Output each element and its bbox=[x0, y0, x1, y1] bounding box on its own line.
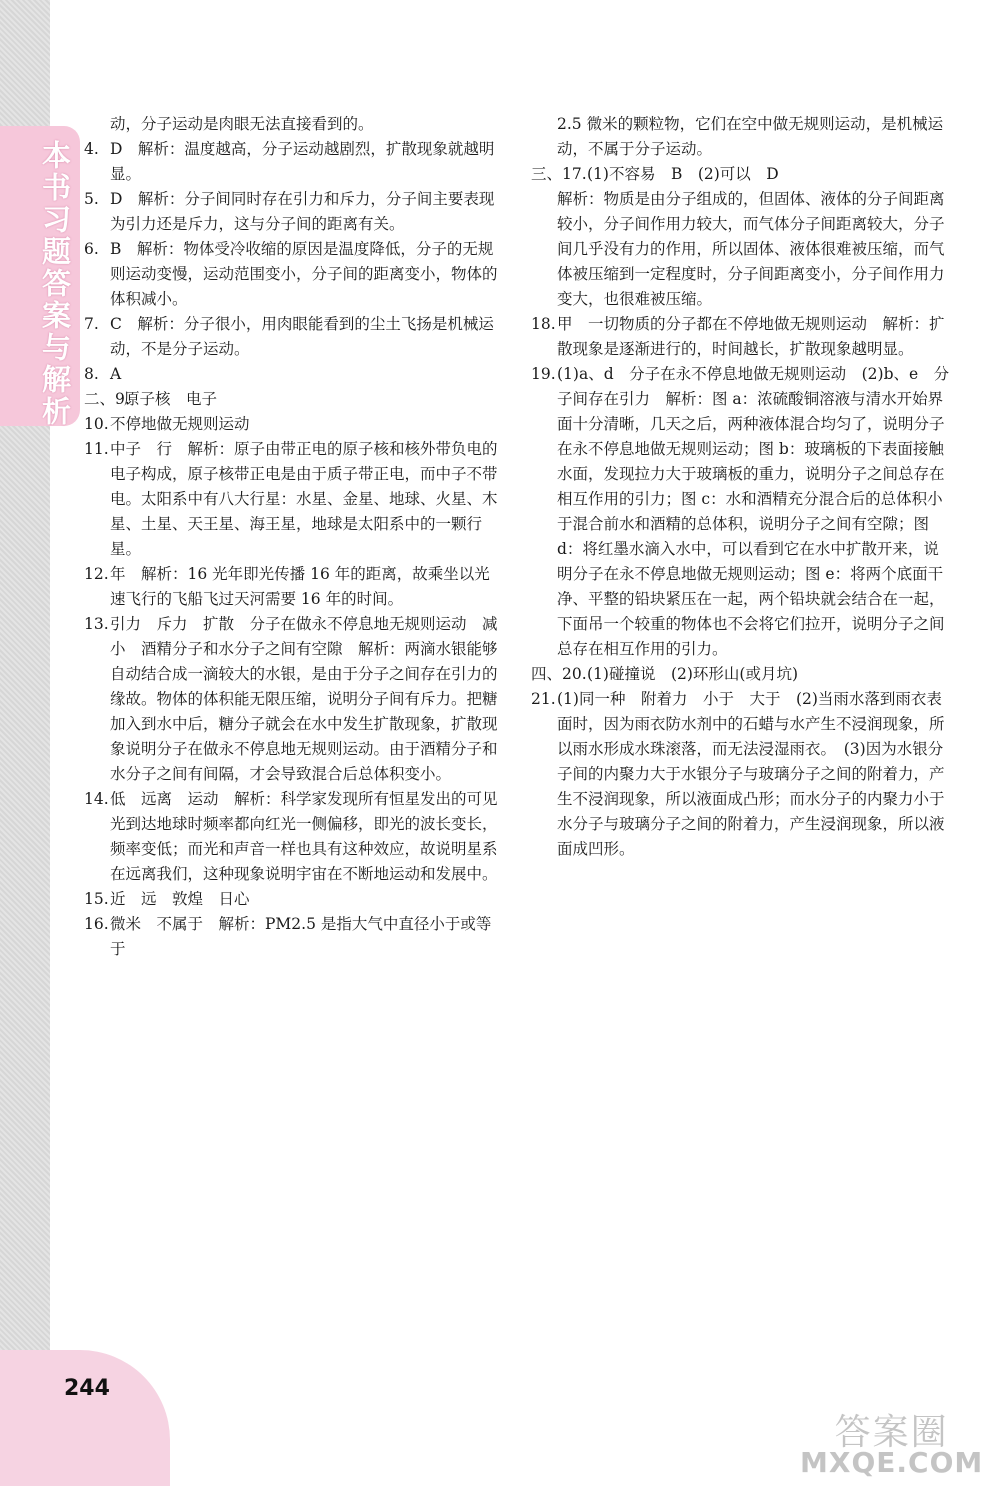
answer-text: 低 远离 运动 解析：科学家发现所有恒星发出的可见光到达地球时频率都向红光一侧偏移，即光的波长变长，频率变低；而光和声音一样也具有这种效应，故说明星系在远离我们，这种现象说明宇宙在不断地运动和发展中。 bbox=[110, 790, 498, 883]
answer-number: 18. bbox=[531, 315, 556, 333]
answer-text: 动，分子运动是肉眼无法直接看到的。 bbox=[110, 115, 374, 133]
answer-text: 不停地做无规则运动 bbox=[110, 415, 250, 433]
answer-item bbox=[84, 612, 502, 787]
answer-item bbox=[531, 162, 951, 187]
answer-item bbox=[84, 437, 502, 562]
answer-text: 中子 行 解析：原子由带正电的原子核和核外带负电的电子构成，原子核带正电是由于质子带正电，而中子不带电。太阳系中有八大行星：水星、金星、地球、火星、木星、土星、天王星、海王星，地球是太阳系中的一颗行星。 bbox=[110, 440, 498, 558]
answer-item bbox=[84, 912, 502, 962]
answer-item bbox=[531, 312, 951, 362]
answer-item bbox=[531, 687, 951, 862]
right-column bbox=[531, 112, 951, 862]
answer-number: 4. bbox=[84, 140, 99, 158]
sidebar-title: 本书习题答案与解析 bbox=[38, 140, 72, 428]
answer-number: 15. bbox=[84, 890, 109, 908]
answer-number: 12. bbox=[84, 565, 109, 583]
answer-number: 二、9. bbox=[84, 390, 130, 408]
answer-item bbox=[531, 662, 951, 687]
answer-text: 原子核 电子 bbox=[124, 390, 218, 408]
answer-number: 三、17. bbox=[531, 165, 587, 183]
answer-number: 11. bbox=[84, 440, 109, 458]
answer-item bbox=[84, 887, 502, 912]
watermark-url: MXQE.COM bbox=[800, 1446, 984, 1479]
answer-text: 甲 一切物质的分子都在不停地做无规则运动 解析：扩散现象是逐渐进行的，时间越长，扩散现象越明显。 bbox=[557, 315, 945, 358]
answer-text: 解析：物质是由分子组成的，但固体、液体的分子间距离较小，分子间作用力较大，而气体分子间距离较大，分子间几乎没有力的作用，所以固体、液体很难被压缩，而气体被压缩到一定程度时，分子间距离变小，分子间作用力变大，也很难被压缩。 bbox=[557, 190, 945, 308]
answer-text: 年 解析：16 光年即光传播 16 年的距离，故乘坐以光速飞行的飞船飞过天河需要 16 年的时间。 bbox=[110, 565, 490, 608]
answer-text: (1)碰撞说 (2)环形山(或月坑) bbox=[587, 665, 799, 683]
answer-number: 7. bbox=[84, 315, 99, 333]
answer-number: 19. bbox=[531, 365, 556, 383]
answer-item bbox=[84, 412, 502, 437]
page-number: 244 bbox=[64, 1376, 110, 1401]
answer-text: 近 远 敦煌 日心 bbox=[110, 890, 250, 908]
answer-item bbox=[84, 137, 502, 187]
answer-item bbox=[531, 362, 951, 662]
answer-text: A bbox=[110, 365, 122, 383]
answer-item bbox=[531, 112, 951, 162]
answer-number: 6. bbox=[84, 240, 99, 258]
answer-item bbox=[531, 187, 951, 312]
left-column bbox=[84, 112, 502, 962]
answer-item bbox=[84, 237, 502, 312]
answer-text: 2.5 微米的颗粒物，它们在空中做无规则运动，是机械运动，不属于分子运动。 bbox=[557, 115, 944, 158]
answer-item bbox=[84, 362, 502, 387]
answer-text: B 解析：物体受冷收缩的原因是温度降低，分子的无规则运动变慢，运动范围变小，分子间的距离变小，物体的体积减小。 bbox=[110, 240, 498, 308]
answer-text: 微米 不属于 解析：PM2.5 是指大气中直径小于或等于 bbox=[110, 915, 492, 958]
answer-text: 引力 斥力 扩散 分子在做永不停息地无规则运动 减小 酒精分子和水分子之间有空隙 解析：两滴水银能够自动结合成一滴较大的水银，是由于分子之间存在引力的缘故。物体的体积能无限压缩，说明分子间有斥力。把糖加入到水中后，糖分子就会在水中发生扩散现象，扩散现象说明分子在做永不停息地无规则运动。由于酒精分子和水分子之间有间隔，才会导致混合后总体积变小。 bbox=[110, 615, 498, 783]
answer-text: (1)不容易 B (2)可以 D bbox=[587, 165, 779, 183]
answer-item bbox=[84, 187, 502, 237]
watermark-main: 答案圈 bbox=[834, 1412, 949, 1453]
answer-number: 5. bbox=[84, 190, 99, 208]
answer-item bbox=[84, 312, 502, 362]
answer-text: D 解析：分子间同时存在引力和斥力，分子间主要表现为引力还是斥力，这与分子间的距离有关。 bbox=[110, 190, 495, 233]
answer-text: (1)同一种 附着力 小于 大于 (2)当雨水落到雨衣表面时，因为雨衣防水剂中的石蜡与水产生不浸润现象，所以雨水形成水珠滚落，而无法浸湿雨衣。 (3)因为水银分子间的内聚力大于水银分子与玻璃分子之间的附着力，产生不浸润现象，所以液面成凸形；而水分子的内聚力小于水分子与玻璃分子之间的附着力，产生浸润现象，所以液面成凹形。 bbox=[557, 690, 945, 858]
answer-number: 8. bbox=[84, 365, 99, 383]
answer-number: 16. bbox=[84, 915, 109, 933]
answer-text: C 解析：分子很小，用肉眼能看到的尘土飞扬是机械运动，不是分子运动。 bbox=[110, 315, 494, 358]
answer-text: (1)a、d 分子在永不停息地做无规则运动 (2)b、e 分子间存在引力 解析：图 a：浓硫酸铜溶液与清水开始界面十分清晰，几天之后，两种液体混合均匀了，说明分子在永不停息地做无规则运动；图 b：玻璃板的下表面接触水面，发现拉力大于玻璃板的重力，说明分子之间总存在相互作用的引力；图 c：水和酒精充分混合后的总体积小于混合前水和酒精的总体积，说明分子之间有空隙；图 d：将红墨水滴入水中，可以看到它在水中扩散开来，说明分子在永不停息地做无规则运动；图 e：将两个底面干净、平整的铅块紧压在一起，两个铅块就会结合在一起，下面吊一个较重的物体也不会将它们拉开，说明分子之间总存在相互作用的引力。 bbox=[557, 365, 950, 658]
watermark-logo bbox=[800, 1412, 984, 1479]
answer-number: 13. bbox=[84, 615, 109, 633]
answer-number: 10. bbox=[84, 415, 109, 433]
answer-text: D 解析：温度越高，分子运动越剧烈，扩散现象就越明显。 bbox=[110, 140, 495, 183]
answer-number: 四、20. bbox=[531, 665, 587, 683]
answer-item bbox=[84, 562, 502, 612]
answer-item bbox=[84, 787, 502, 887]
answer-item bbox=[84, 387, 502, 412]
answer-item bbox=[84, 112, 502, 137]
answer-number: 21. bbox=[531, 690, 556, 708]
page-corner-decoration bbox=[0, 1350, 170, 1486]
answer-number: 14. bbox=[84, 790, 109, 808]
